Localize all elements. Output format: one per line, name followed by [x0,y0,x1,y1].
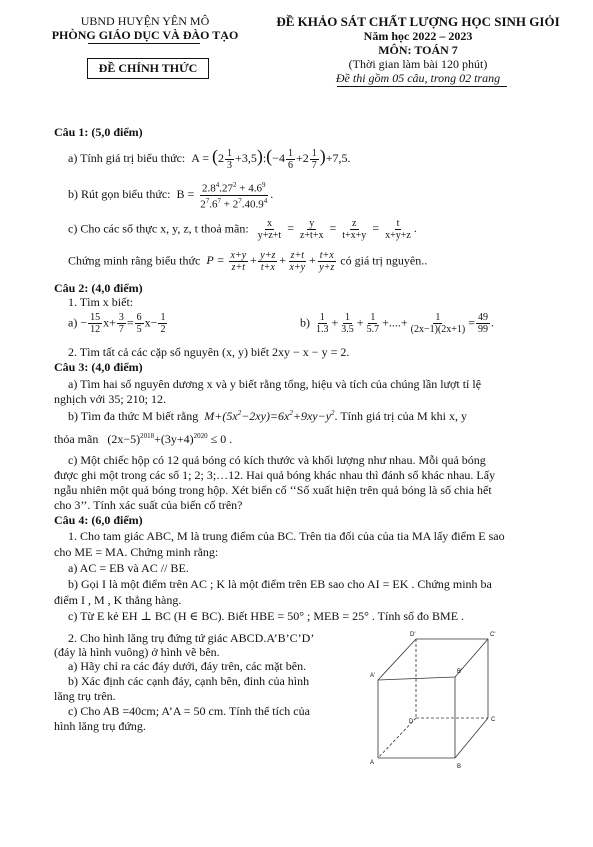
org-underline [88,43,200,44]
q4-l1: 1. Cho tam giác ABC, M là trung điểm của BC. Trên tia đối của của tia MA lấy điểm E sao [68,529,505,543]
label-b: B [457,764,462,770]
q2-heading: Câu 2: (4,0 điểm) [54,281,143,295]
label-c-prime: C' [490,632,496,638]
label-a: A [370,760,375,766]
q1-a-text: a) Tính giá trị biểu thức: [68,151,186,165]
q4-l10: b) Xác định các cạnh đáy, cạnh bên, đỉnh của hình [68,674,310,688]
q3-c4: cho 3’’. Tính xác suất của biến cố trên? [54,498,243,512]
q4-heading: Câu 4: (6,0 điểm) [54,513,143,527]
q3-b1-text: b) Tìm đa thức M biết rằng [68,409,199,423]
org-line2: PHÒNG GIÁO DỤC VÀ ĐÀO TẠO [51,28,239,42]
q3-heading: Câu 3: (4,0 điểm) [54,360,143,374]
q1-a [68,146,351,171]
q4-l5: điểm I , M , K thẳng hàng. [54,593,182,607]
q1-prove-text: Chứng minh rằng biểu thức [68,253,201,268]
label-d-prime: D' [410,632,416,638]
org-line1: UBND HUYỆN YÊN MÔ [80,14,210,28]
q1-c-expr: $\frac{x}{y+z+t}$ = $\frac{y}{z+t+x}$ = $\frac{z}{t+x+y}$ = $\frac{t}{x+y+z}$ . [257,218,417,241]
q3-a1: a) Tìm hai số nguyên dương x và y biết rằng tổng, hiệu và tích của chúng lần lượt tỉ lệ [68,377,482,391]
q3-b2 [54,432,232,447]
q4-l2: cho ME = MA. Chứng minh rằng: [54,545,219,559]
q4-l9: a) Hãy chỉ ra các đáy dưới, đáy trên, các mặt bên. [68,659,307,673]
q3-a2: nghịch với 35; 210; 12. [54,392,167,406]
q4-l11: lăng trụ trên. [54,689,116,703]
q4-l7: 2. Cho hình lăng trụ đứng tứ giác ABCD.A’B’C’D’ [68,631,315,645]
q4-l8: (đáy là hình vuông) ở hình vẽ bên. [54,645,220,659]
school-year: Năm học 2022 – 2023 [363,29,473,43]
q1-heading: Câu 1: (5,0 điểm) [54,125,143,139]
edge-top-left [378,639,416,680]
q4-l3: a) AC = EB và AC // BE. [68,561,189,575]
q2-1a: a) − $\frac{15}{12}$ x+ $\frac{3}{7}$ = $\frac{6}{5}$ x− $\frac{1}{2}$ [68,312,166,335]
label-b-prime: B' [457,669,463,675]
q2-1b: b) $\frac{1}{1.3}$ + $\frac{1}{3.5}$ + $\frac{1}{5.7}$ +....+ $\frac{1}{(2x-1)(2x+1)}$ = $\frac{49}{99}$ . [300,312,494,335]
q3-b1-end: . Tính giá trị của M khi x, y [334,409,467,423]
q1-prove-end: có giá trị nguyên.. [340,253,428,268]
prism-figure [360,625,510,775]
q4-l4: b) Gọi I là một điểm trên AC ; K là một điểm trên EB sao cho AI = EK . Chứng minh ba [68,577,492,591]
q4-l6: c) Từ E kẻ EH ⊥ BC (H ∈ BC). Biết HBE = 50° ; MEB = 25° . Tính số đo BME . [68,609,465,623]
q1-c [68,218,417,241]
page-note: Đề thi gồm 05 câu, trong 02 trang [335,71,501,85]
q3-b1-expr: $M+(5x^2-2xy)=6x^2+9xy-y^2$ [201,409,335,423]
q1-a-expr: A = (2 $\frac{1}{3}$ +3,5):(−4 $\frac{1}{6}$ +2 $\frac{1}{7}$ )+7,5. [188,146,351,171]
label-a-prime: A' [370,673,376,679]
q3-b2-text: thỏa mãn [54,432,99,446]
q1-b [68,180,273,210]
q1-b-text: b) Rút gọn biểu thức: [68,186,171,201]
q4-l12: c) Cho AB =40cm; A’A = 50 cm. Tính thể tích của [68,704,310,718]
time-limit: (Thời gian làm bài 120 phút) [348,57,488,71]
subject: MÔN: TOÁN 7 [378,43,458,57]
q1-prove-expr: P = $\frac{x+y}{z+t}$ + $\frac{y+z}{t+x}$ + $\frac{z+t}{x+y}$ + $\frac{t+x}{y+z}$ [203,250,335,273]
q1-c-text: c) Cho các số thực x, y, z, t thoả mãn: [68,221,249,236]
label-c: C [491,717,496,723]
q1-prove [68,250,427,273]
official-stamp: ĐỀ CHÍNH THỨC [87,58,209,79]
q2-p2: 2. Tìm tất cả các cặp số nguyên (x, y) biết 2xy − x − y = 2. [68,345,350,359]
note-underline [337,86,507,87]
exam-title: ĐỀ KHẢO SÁT CHẤT LƯỢNG HỌC SINH GIỎI [276,14,560,29]
q3-b2-expr: $(2x-5)^{2018}+(3y+4)^{2020} \le 0$ . [101,432,233,446]
q3-c2: được ghi một trong các số 1; 2; 3;…12. Hai quả bóng khác nhau thì đánh số khác nhau. Lấy [54,468,496,482]
edge-top-front [378,677,455,680]
q2-p1: 1. Tìm x biết: [68,295,134,309]
edge-bc [455,718,488,758]
label-d: D [409,719,414,725]
q3-c3: ngẫu nhiên một quả bóng trong hộp. Xét biến cố ‘‘Số xuất hiện trên quả bóng là số chia hết [54,483,492,497]
q4-l13: hình lăng trụ đứng. [54,719,146,733]
q3-c1: c) Một chiếc hộp có 12 quả bóng có kích thước và khối lượng như nhau. Mỗi quả bóng [68,453,486,467]
q3-b1 [68,409,467,424]
q1-b-expr: B = $\frac{2.8^4.27^2 + 4.6^9}{2^7.6^7 + 2^7.40.9^4}$ . [173,181,274,211]
